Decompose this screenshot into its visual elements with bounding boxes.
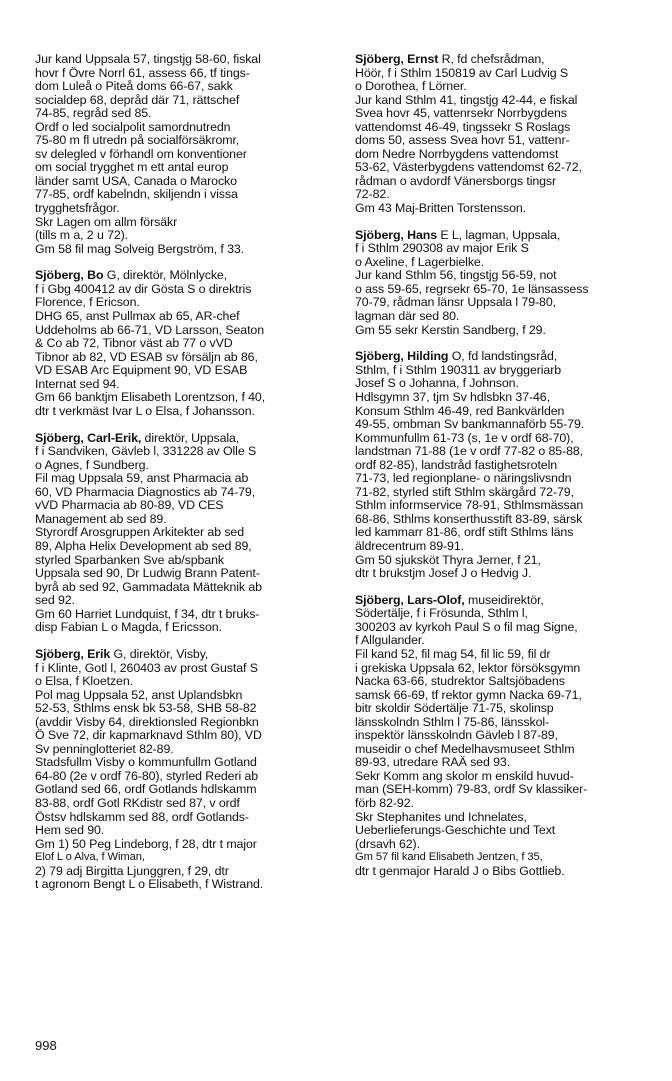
- entry-line: bitr skoldir Södertälje 71-75, skolinsp: [355, 701, 554, 716]
- entry-line: landstman 71-88 (1e v ordf 77-82 o 85-88,: [355, 444, 584, 459]
- entry-line: socialdep 68, depråd där 71, rättschef: [35, 92, 240, 107]
- right-column: [355, 53, 655, 878]
- entry-line: Hem sed 90.: [35, 823, 105, 838]
- entry-line: Sthlm informservice 78-91, Sthlmsmässan: [355, 498, 584, 513]
- entry-line: ordf 82-85), landstråd fastighetsroteln: [355, 457, 558, 472]
- entry-line: samsk 66-69, tf rektor gymn Nacka 69-71,: [355, 687, 582, 702]
- entry-line: Florence, f Ericson.: [35, 295, 140, 310]
- entry-line: Nacka 63-66, studrektor Saltsjöbadens: [355, 674, 565, 689]
- entry-line: 75-80 m fl utredn på socialförsäkromr,: [35, 133, 240, 148]
- entry-line: Gm 66 banktjm Elisabeth Lorentzson, f 40,: [35, 390, 266, 405]
- entry-line: Gm 43 Maj-Britten Torstensson.: [355, 201, 526, 216]
- entry-line: (avddir Visby 64, direktionsled Regionbkn: [35, 714, 259, 729]
- entry-line: 53-62, Västerbygdens vattendomst 62-72,: [355, 160, 582, 175]
- entry-line: Uppsala sed 90, Dr Ludwig Brann Patent-: [35, 566, 260, 581]
- entry-line: trygghetsfrågor.: [35, 201, 120, 216]
- entry-line: 77-85, ordf kabelndn, skiljendn i vissa: [35, 187, 238, 202]
- entry-line: Sv penninglotteriet 82-89.: [35, 741, 174, 756]
- entry-sjoberg-erik: [35, 648, 335, 892]
- entry-line: sv delegled v förhandl om konventioner: [35, 146, 247, 161]
- entry-line: dtr t genmajor Harald J o Bibs Gottlieb.: [355, 863, 565, 878]
- entry-sjoberg-hilding: [355, 350, 655, 580]
- entry-line: museidirektör,: [464, 592, 544, 607]
- entry-line: inspektör länsskolndn Gävleb l 87-89,: [355, 728, 558, 743]
- entry-name: Sjöberg, Lars-Olof,: [355, 592, 465, 607]
- entry-line: länder samt USA, Canada o Marocko: [35, 173, 237, 188]
- entry-name: Sjöberg, Carl-Erik,: [35, 430, 142, 445]
- page-number: 998: [35, 1038, 57, 1053]
- entry-line: o Agnes, f Sundberg.: [35, 457, 149, 472]
- entry-line: Stadsfullm Visby o kommunfullm Gotland: [35, 755, 257, 770]
- entry-line: led kammarr 81-86, ordf stift Sthlms läns: [355, 525, 574, 540]
- entry-line: t agronom Bengt L o Elisabeth, f Wistrand.: [35, 877, 264, 892]
- entry-line: Josef S o Johanna, f Johnson.: [355, 376, 519, 391]
- entry-line: rådman o avdordf Vänersborgs tingsr: [355, 173, 557, 188]
- entry-line: Tibnor ab 82, VD ESAB sv försäljn ab 86,: [35, 349, 258, 364]
- entry-line: Hdlsgymn 37, tjm Sv hdlsbkn 37-46,: [355, 389, 550, 404]
- entry-line: R, fd chefsrådman,: [438, 52, 545, 66]
- entry-line: f Allgulander.: [355, 633, 425, 648]
- entry-line: äldrecentrum 89-91.: [355, 538, 464, 553]
- entry-line: o Dorothea, f Lörner.: [355, 79, 467, 94]
- entry-line: dtr t verkmäst Ivar L o Elsa, f Johansson.: [35, 403, 255, 418]
- entry-line: hovr f Övre Norrl 61, assess 66, tf tings-: [35, 65, 250, 80]
- entry-name: Sjöberg, Hans: [355, 227, 438, 242]
- entry-line: DHG 65, anst Pullmax ab 65, AR-chef: [35, 309, 240, 324]
- entry-line: Gm 57 fil kand Elisabeth Jentzen, f 35,: [355, 851, 543, 864]
- entry-line: f i Sandviken, Gävleb l, 331228 av Olle S: [35, 444, 257, 459]
- entry-line: 52-53, Sthlms ensk bk 53-58, SHB 58-82: [35, 701, 257, 716]
- entry-line: Kommunfullm 61-73 (s, 1e v ordf 68-70),: [355, 430, 574, 445]
- entry-line: (tills m a, 2 u 72).: [35, 228, 129, 243]
- entry-line: 68-86, Sthlms konserthusstift 83-89, särsk: [355, 511, 583, 526]
- entry-line: G, direktör, Visby,: [110, 646, 209, 661]
- entry-line: Pol mag Uppsala 52, anst Uplandsbkn: [35, 687, 243, 702]
- entry-line: 72-82.: [355, 187, 390, 202]
- entry-line: Gm 55 sekr Kerstin Sandberg, f 29.: [355, 322, 546, 337]
- entry-line: f i Gbg 400412 av dir Gösta S o direktris: [35, 281, 252, 296]
- entry-sjoberg-lars-olof: [355, 594, 655, 878]
- entry-line: 89, Alpha Helix Development ab sed 89,: [35, 538, 252, 553]
- entry-line: museidir o chef Medelhavsmuseet Sthlm: [355, 741, 575, 756]
- entry-line: 74-85, regråd sed 85.: [35, 106, 152, 121]
- entry-line: 70-79, rådman länsr Uppsala l 79-80,: [355, 295, 556, 310]
- entry-line: Jur kand Sthlm 56, tingstjg 56-59, not: [355, 268, 557, 283]
- entry-line: f i Klinte, Gotl l, 260403 av prost Gustaf S: [35, 660, 258, 675]
- entry-line: vattendomst 46-49, tingssekr S Roslags: [355, 119, 571, 134]
- entry-line: O, fd landstingsråd,: [448, 349, 558, 364]
- entry-line: o ass 59-65, regrsekr 65-70, 1e länsassess: [355, 281, 589, 296]
- entry-line: Gm 58 fil mag Solveig Bergström, f 33.: [35, 241, 244, 256]
- entry-line: Elof L o Alva, f Wiman,: [35, 851, 145, 864]
- entry-line: länsskolndn Sthlm l 75-86, länsskol-: [355, 714, 550, 729]
- entry-sjoberg-ernst: [355, 53, 655, 216]
- entry-line: o Elsa, f Kloetzen.: [35, 674, 133, 689]
- entry-sjoberg-hans: [355, 229, 655, 337]
- entry-line: Jur kand Uppsala 57, tingstjg 58-60, fiskal: [35, 52, 261, 66]
- entry-name: Sjöberg, Bo: [35, 268, 104, 283]
- entry-line: dom Nedre Norrbygdens vattendomst: [355, 146, 559, 161]
- entry-line: 64-80 (2e v ordf 76-80), styrled Rederi ab: [35, 768, 259, 783]
- entry-line: styrled Sparbanken Sve ab/spbank: [35, 552, 224, 567]
- entry-line: Styrordf Arosgruppen Arkitekter ab sed: [35, 525, 245, 540]
- entry-line: byrå ab sed 92, Gammadata Mätteknik ab: [35, 579, 262, 594]
- entry-line: Konsum Sthlm 46-49, red Bankvärlden: [355, 403, 565, 418]
- entry-line: Skr Stephanites und Ichnelates,: [355, 809, 527, 824]
- entry-line: 60, VD Pharmacia Diagnostics ab 74-79,: [35, 484, 256, 499]
- entry-line: o Axeline, f Lagerbielke.: [355, 254, 485, 269]
- entry-line: 71-73, led regionplane- o näringslivsndn: [355, 471, 572, 486]
- entry-line: Sthlm, f i Sthlm 190311 av bryggeriarb: [355, 362, 562, 377]
- entry-line: G, direktör, Mölnlycke,: [103, 268, 228, 283]
- entry-line: E L, lagman, Uppsala,: [437, 227, 561, 242]
- entry-line: Fil mag Uppsala 59, anst Pharmacia ab: [35, 471, 249, 486]
- entry-line: Gotland sed 66, ordf Gotlands hdlskamm: [35, 782, 257, 797]
- entry-line: i grekiska Uppsala 62, lektor försöksgymn: [355, 660, 581, 675]
- entry-line: Management ab sed 89.: [35, 511, 167, 526]
- entry-line: Ueberlieferungs-Geschichte und Text: [355, 823, 556, 838]
- entry-line: & Co ab 72, Tibnor väst ab 77 o vVD: [35, 336, 233, 351]
- entry-line: Gm 50 sjuksköt Thyra Jerner, f 21,: [355, 552, 541, 567]
- entry-line: förb 82-92.: [355, 796, 414, 810]
- entry-line: Östsv hdlskamm sed 88, ordf Gotlands-: [35, 809, 249, 824]
- entry-line: 2) 79 adj Birgitta Ljunggren, f 29, dtr: [35, 863, 229, 878]
- entry-line: disp Fabian L o Magda, f Ericsson.: [35, 620, 222, 635]
- entry-line: 49-55, ombman Sv bankmannaförb 55-79.: [355, 417, 585, 432]
- entry-line: Gm 1) 50 Peg Lindeborg, f 28, dtr t major: [35, 836, 257, 851]
- entry-name: Sjöberg, Ernst: [355, 52, 439, 66]
- entry-line: Södertälje, f i Frösunda, Sthlm l,: [355, 606, 528, 621]
- entry-line: direktör, Uppsala,: [141, 430, 240, 445]
- entry-line: vVD Pharmacia ab 80-89, VD CES: [35, 498, 224, 513]
- entry-line: 300203 av kyrkoh Paul S o fil mag Signe,: [355, 619, 578, 634]
- entry-line: Ö Sve 72, dir kapmarknavd Sthlm 80), VD: [35, 728, 262, 743]
- entry-line: Gm 60 Harriet Lundquist, f 34, dtr t bruks-: [35, 606, 260, 621]
- entry-line: Skr Lagen om allm försäkr: [35, 214, 178, 229]
- entry-line: dtr t brukstjm Josef J o Hedvig J.: [355, 566, 532, 581]
- entry-line: man (SEH-komm) 79-83, ordf Sv klassiker-: [355, 782, 588, 797]
- entry-line: (drsavh 62).: [355, 836, 420, 851]
- entry-sjoberg-bo: [35, 269, 335, 418]
- entry-sjoberg-carl-erik: [35, 432, 335, 635]
- entry-line: lagman där sed 80.: [355, 309, 460, 324]
- entry-line: 83-88, ordf Gotl RKdistr sed 87, v ordf: [35, 796, 240, 810]
- entry-line: Fil kand 52, fil mag 54, fil lic 59, fil dr: [355, 646, 551, 661]
- entry-line: dom Luleå o Piteå doms 66-67, sakk: [35, 79, 233, 94]
- entry-line: Höör, f i Sthlm 150819 av Carl Ludvig S: [355, 65, 569, 80]
- left-column: [35, 53, 335, 892]
- entry-line: Internat sed 94.: [35, 376, 120, 391]
- entry-name: Sjöberg, Hilding: [355, 349, 449, 364]
- entry-line: 71-82, styrled stift Sthlm skärgård 72-79,: [355, 484, 574, 499]
- entry-line: 89-93, utredare RAÄ sed 93.: [355, 755, 511, 770]
- entry-continued: [35, 53, 335, 256]
- entry-line: Sekr Komm ang skolor m enskild huvud-: [355, 768, 574, 783]
- entry-line: Ordf o led socialpolit samordnutredn: [35, 119, 231, 134]
- entry-name: Sjöberg, Erik: [35, 646, 111, 661]
- entry-line: Jur kand Sthlm 41, tingstjg 42-44, e fiskal: [355, 92, 578, 107]
- entry-line: f i Sthlm 290308 av major Erik S: [355, 241, 529, 256]
- entry-line: VD ESAB Arc Equipment 90, VD ESAB: [35, 363, 248, 378]
- entry-line: om social trygghet m ett antal europ: [35, 160, 229, 175]
- entry-line: Uddeholms ab 66-71, VD Larsson, Seaton: [35, 322, 265, 337]
- entry-line: Svea hovr 45, vattenrsekr Norrbygdens: [355, 106, 567, 121]
- entry-line: doms 50, assess Svea hovr 51, vattenr-: [355, 133, 570, 148]
- entry-line: sed 92.: [35, 593, 75, 608]
